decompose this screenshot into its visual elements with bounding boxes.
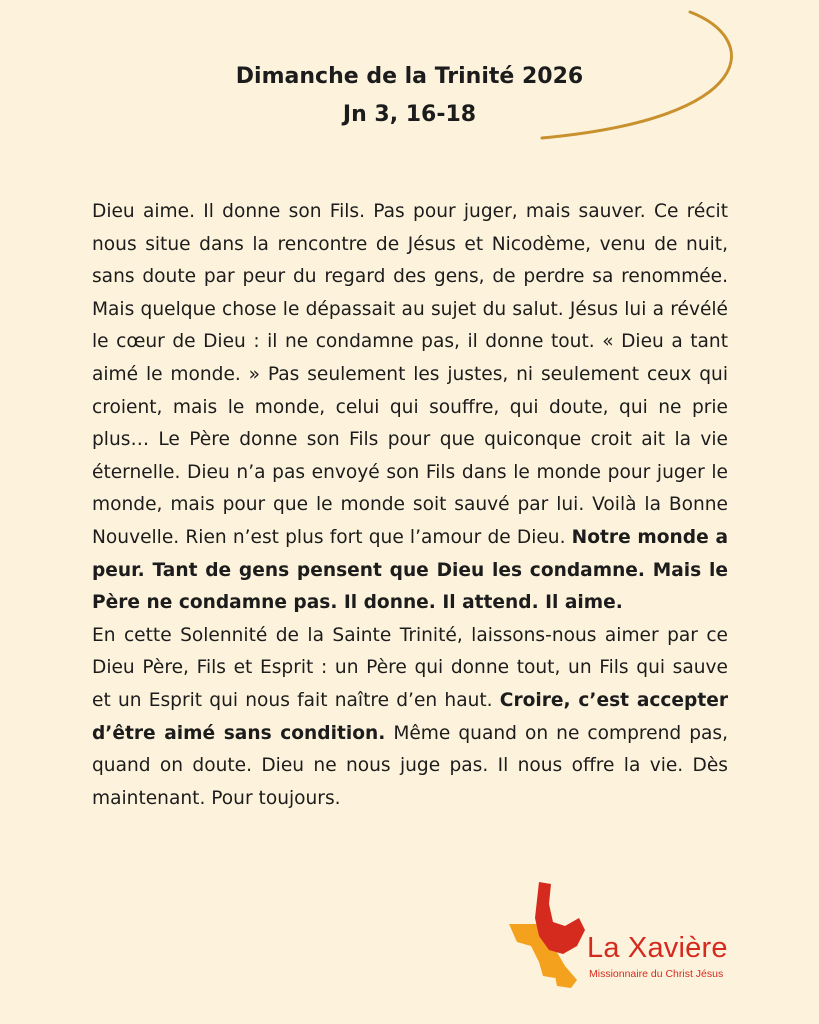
paragraph-2-end: Même quand on ne comprend pas, quand on doute. Dieu ne nous juge pas. Il nous offre la vie. Dès maintenant. Pour toujours. xyxy=(92,722,728,809)
paragraph-2-text: En cette Solennité de la Sainte Trinité, laissons-nous aimer par ce Dieu Père, Fils et Esprit : un Père qui donne tout, un Fils qui sauve et un Esprit qui nous fait naître d’en haut. xyxy=(92,624,728,711)
paragraph-2 xyxy=(92,620,728,816)
header xyxy=(0,58,819,134)
paragraph-1-emphasis: Notre monde a peur. Tant de gens pensent que Dieu les condamne. Mais le Père ne condamne pas. Il donne. Il attend. Il aime. xyxy=(92,526,728,614)
paragraph-1-text: Dieu aime. Il donne son Fils. Pas pour juger, mais sauver. Ce récit nous situe dans la rencontre de Jésus et Nicodème, venu de nuit, sans doute par peur du regard des gens, de perdre sa renommée. Mais quelque chose le dépassait au sujet du salut. Jésus lui a révélé le cœur de Dieu : il ne condamne pas, il donne tout. « Dieu a tant aimé le monde. » Pas seulement les justes, ni seulement ceux qui croient, mais le monde, celui qui souffre, qui doute, qui ne prie plus… Le Père donne son Fils pour que quiconque croit ait la vie éternelle. Dieu n’a pas envoyé son Fils dans le monde pour juger le monde, mais pour que le monde soit sauvé par lui. Voilà la Bonne Nouvelle. Rien n’est plus fort que l’amour de Dieu. xyxy=(92,201,728,548)
paragraph-2-emphasis: Croire, c’est accepter d’être aimé sans condition. xyxy=(92,689,728,744)
la-xaviere-logo xyxy=(505,880,745,1000)
paragraph-1 xyxy=(92,196,728,620)
logo-tagline: Missionnaire du Christ Jésus xyxy=(589,968,724,980)
reflection-text xyxy=(92,196,728,815)
page-title: Dimanche de la Trinité 2026 xyxy=(235,64,584,89)
scripture-reference: Jn 3, 16-18 xyxy=(342,102,477,127)
logo-mark-icon xyxy=(505,880,595,990)
logo-name: La Xavière xyxy=(587,932,728,964)
